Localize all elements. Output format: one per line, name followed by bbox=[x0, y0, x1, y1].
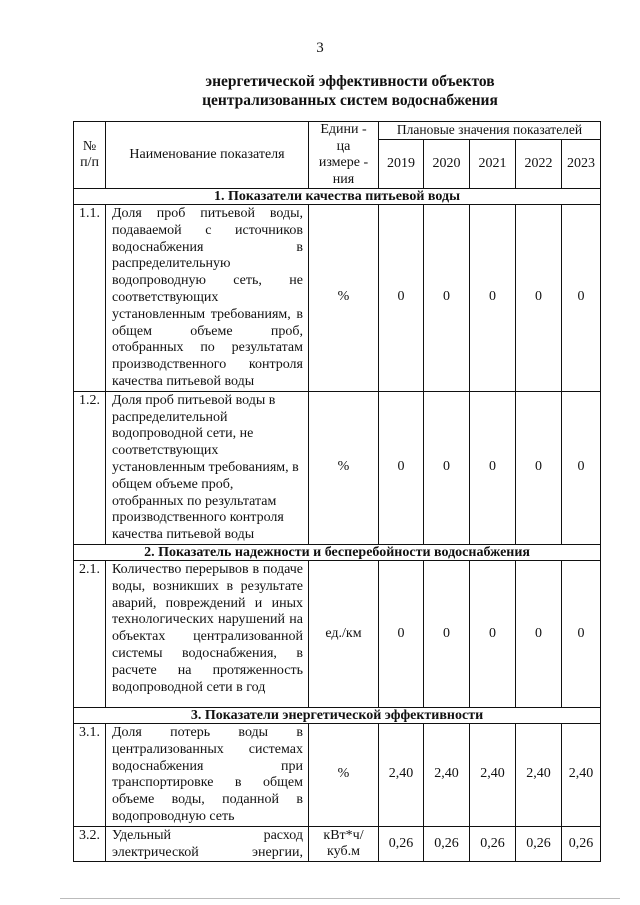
value-cell: 0 bbox=[470, 560, 516, 707]
unit-cell: кВт*ч/ куб.м bbox=[309, 826, 379, 862]
value-cell: 0,26 bbox=[379, 826, 424, 862]
value-cell: 2,40 bbox=[470, 723, 516, 826]
row-number: 2.1. bbox=[74, 560, 106, 707]
indicator-name: Удельный расход электрической энергии, bbox=[106, 826, 309, 862]
value-cell: 0,26 bbox=[424, 826, 470, 862]
header-year: 2020 bbox=[424, 140, 470, 189]
section-row bbox=[74, 707, 601, 723]
row-number: 1.1. bbox=[74, 205, 106, 392]
header-num: № п/п bbox=[74, 122, 106, 189]
section-row bbox=[74, 189, 601, 205]
header-year: 2023 bbox=[562, 140, 601, 189]
value-cell: 0 bbox=[516, 391, 562, 544]
value-cell: 0 bbox=[424, 205, 470, 392]
document-title bbox=[0, 72, 640, 110]
page-bottom-edge bbox=[60, 898, 620, 899]
table-row bbox=[74, 826, 601, 862]
table-row bbox=[74, 560, 601, 707]
section-title: 3. Показатели энергетической эффективности bbox=[74, 707, 601, 723]
value-cell: 2,40 bbox=[562, 723, 601, 826]
header-planned-values: Плановые значения показателей bbox=[379, 122, 601, 140]
value-cell: 0 bbox=[470, 391, 516, 544]
indicators-table bbox=[73, 121, 601, 862]
value-cell: 0 bbox=[562, 205, 601, 392]
header-year: 2022 bbox=[516, 140, 562, 189]
section-row bbox=[74, 544, 601, 560]
value-cell: 2,40 bbox=[516, 723, 562, 826]
title-line-2: централизованных систем водоснабжения bbox=[202, 92, 498, 109]
value-cell: 2,40 bbox=[424, 723, 470, 826]
indicator-name: Доля проб питьевой воды, подаваемой с источников водоснабжения в распределительную водопроводную сеть, не соответствующих установленным требованиям, в общем объеме проб, отобранных по результатам производственного контроля качества питьевой воды bbox=[106, 205, 309, 392]
section-title: 2. Показатель надежности и бесперебойности водоснабжения bbox=[74, 544, 601, 560]
indicator-name: Доля проб питьевой воды в распределительной водопроводной сети, не соответствующих установленным требованиям, в общем объеме проб, отобранных по результатам производственного контроля качества питьевой воды bbox=[106, 391, 309, 544]
value-cell: 0 bbox=[562, 560, 601, 707]
table-row bbox=[74, 391, 601, 544]
unit-cell: % bbox=[309, 391, 379, 544]
value-cell: 0,26 bbox=[470, 826, 516, 862]
value-cell: 2,40 bbox=[379, 723, 424, 826]
row-number: 1.2. bbox=[74, 391, 106, 544]
value-cell: 0 bbox=[424, 391, 470, 544]
indicator-name: Доля потерь воды в централизованных системах водоснабжения при транспортировке в общем объеме воды, поданной в водопроводную сеть bbox=[106, 723, 309, 826]
unit-cell: % bbox=[309, 205, 379, 392]
value-cell: 0,26 bbox=[516, 826, 562, 862]
value-cell: 0 bbox=[379, 205, 424, 392]
value-cell: 0 bbox=[562, 391, 601, 544]
header-year: 2019 bbox=[379, 140, 424, 189]
value-cell: 0 bbox=[424, 560, 470, 707]
value-cell: 0 bbox=[516, 560, 562, 707]
header-name: Наименование показателя bbox=[106, 122, 309, 189]
value-cell: 0,26 bbox=[562, 826, 601, 862]
unit-cell: ед./км bbox=[309, 560, 379, 707]
unit-cell: % bbox=[309, 723, 379, 826]
title-line-1: энергетической эффективности объектов bbox=[205, 73, 495, 90]
row-number: 3.1. bbox=[74, 723, 106, 826]
row-number: 3.2. bbox=[74, 826, 106, 862]
value-cell: 0 bbox=[470, 205, 516, 392]
section-title: 1. Показатели качества питьевой воды bbox=[74, 189, 601, 205]
indicator-name: Количество перерывов в подаче воды, возникших в результате аварий, повреждений и иных технологических нарушений на объектах централизованной системы водоснабжения, в расчете на протяженность водопроводной сети в год bbox=[106, 560, 309, 707]
table-row bbox=[74, 723, 601, 826]
value-cell: 0 bbox=[379, 560, 424, 707]
value-cell: 0 bbox=[516, 205, 562, 392]
header-unit: Едини - ца измере - ния bbox=[309, 122, 379, 189]
page-number: 3 bbox=[316, 40, 324, 56]
value-cell: 0 bbox=[379, 391, 424, 544]
table-row bbox=[74, 205, 601, 392]
header-year: 2021 bbox=[470, 140, 516, 189]
